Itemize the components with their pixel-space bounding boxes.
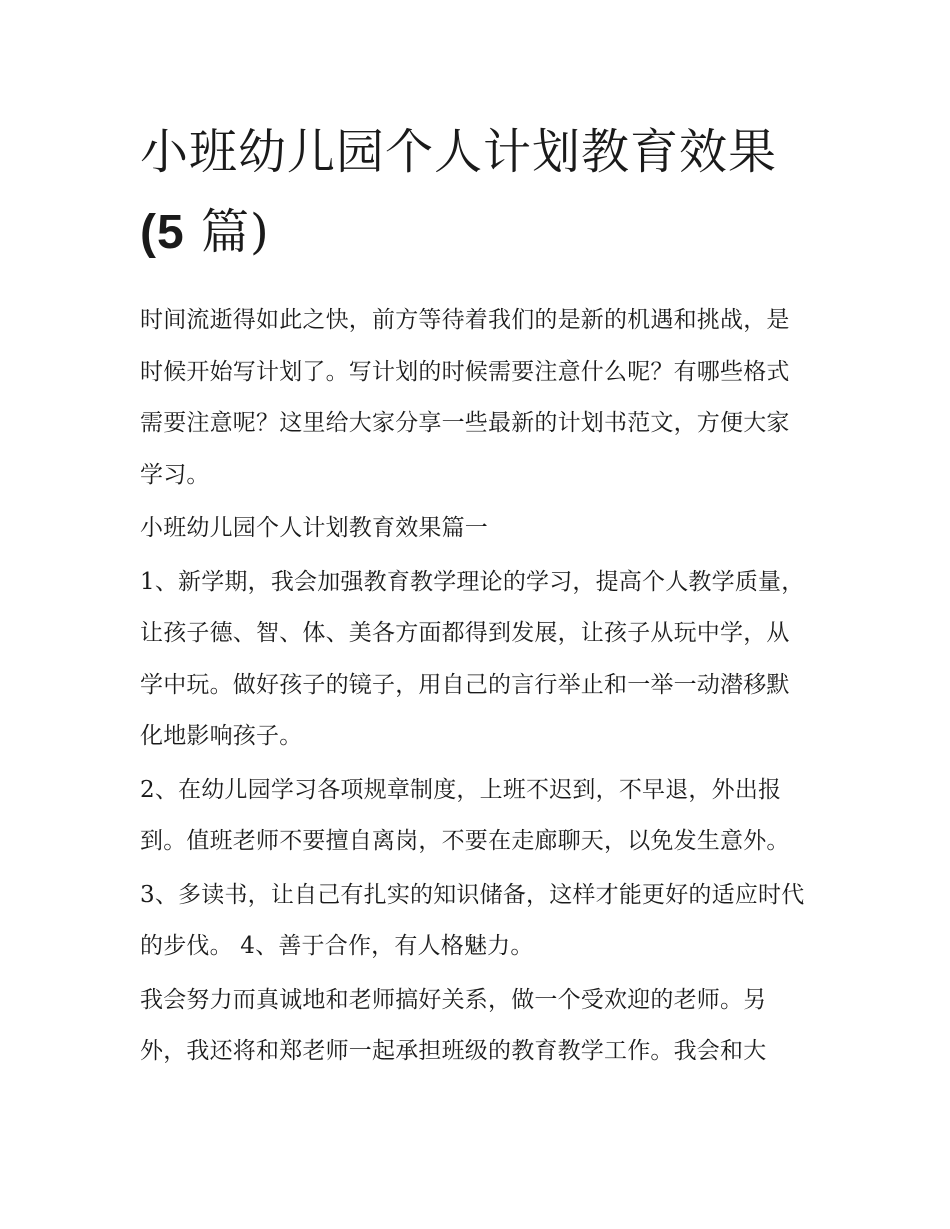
title-count-number: (5: [140, 206, 185, 259]
item-2-paragraph: 2、在幼儿园学习各项规章制度，上班不迟到，不早退，外出报到。值班老师不要擅自离岗，不要在走廊聊天，以免发生意外。: [140, 776, 790, 854]
document-body: [140, 112, 812, 1080]
document-title: [140, 112, 812, 273]
closing-paragraph: 我会努力而真诚地和老师搞好关系，做一个受欢迎的老师。另外，我还将和郑老师一起承担班级的教育教学工作。我会和大: [140, 986, 767, 1064]
section-heading: 小班幼儿园个人计划教育效果篇一: [140, 515, 488, 541]
title-line-1: 小班幼儿园个人计划教育效果: [140, 124, 778, 180]
item-1-paragraph: 1、新学期，我会加强教育教学理论的学习，提高个人教学质量，让孩子德、智、体、美各方面都得到发展，让孩子从玩中学，从学中玩。做好孩子的镜子，用自己的言行举止和一举一动潜移默化地影响孩子。: [140, 568, 805, 749]
title-count-suffix: 篇): [184, 204, 270, 260]
intro-paragraph: 时间流逝得如此之快，前方等待着我们的是新的机遇和挑战，是时候开始写计划了。写计划的时候需要注意什么呢？有哪些格式需要注意呢？这里给大家分享一些最新的计划书范文，方便大家学习。: [140, 307, 790, 488]
item-3-4-paragraph: 3、多读书，让自己有扎实的知识储备，这样才能更好的适应时代的步伐。 4、善于合作，有人格魅力。: [140, 881, 805, 959]
